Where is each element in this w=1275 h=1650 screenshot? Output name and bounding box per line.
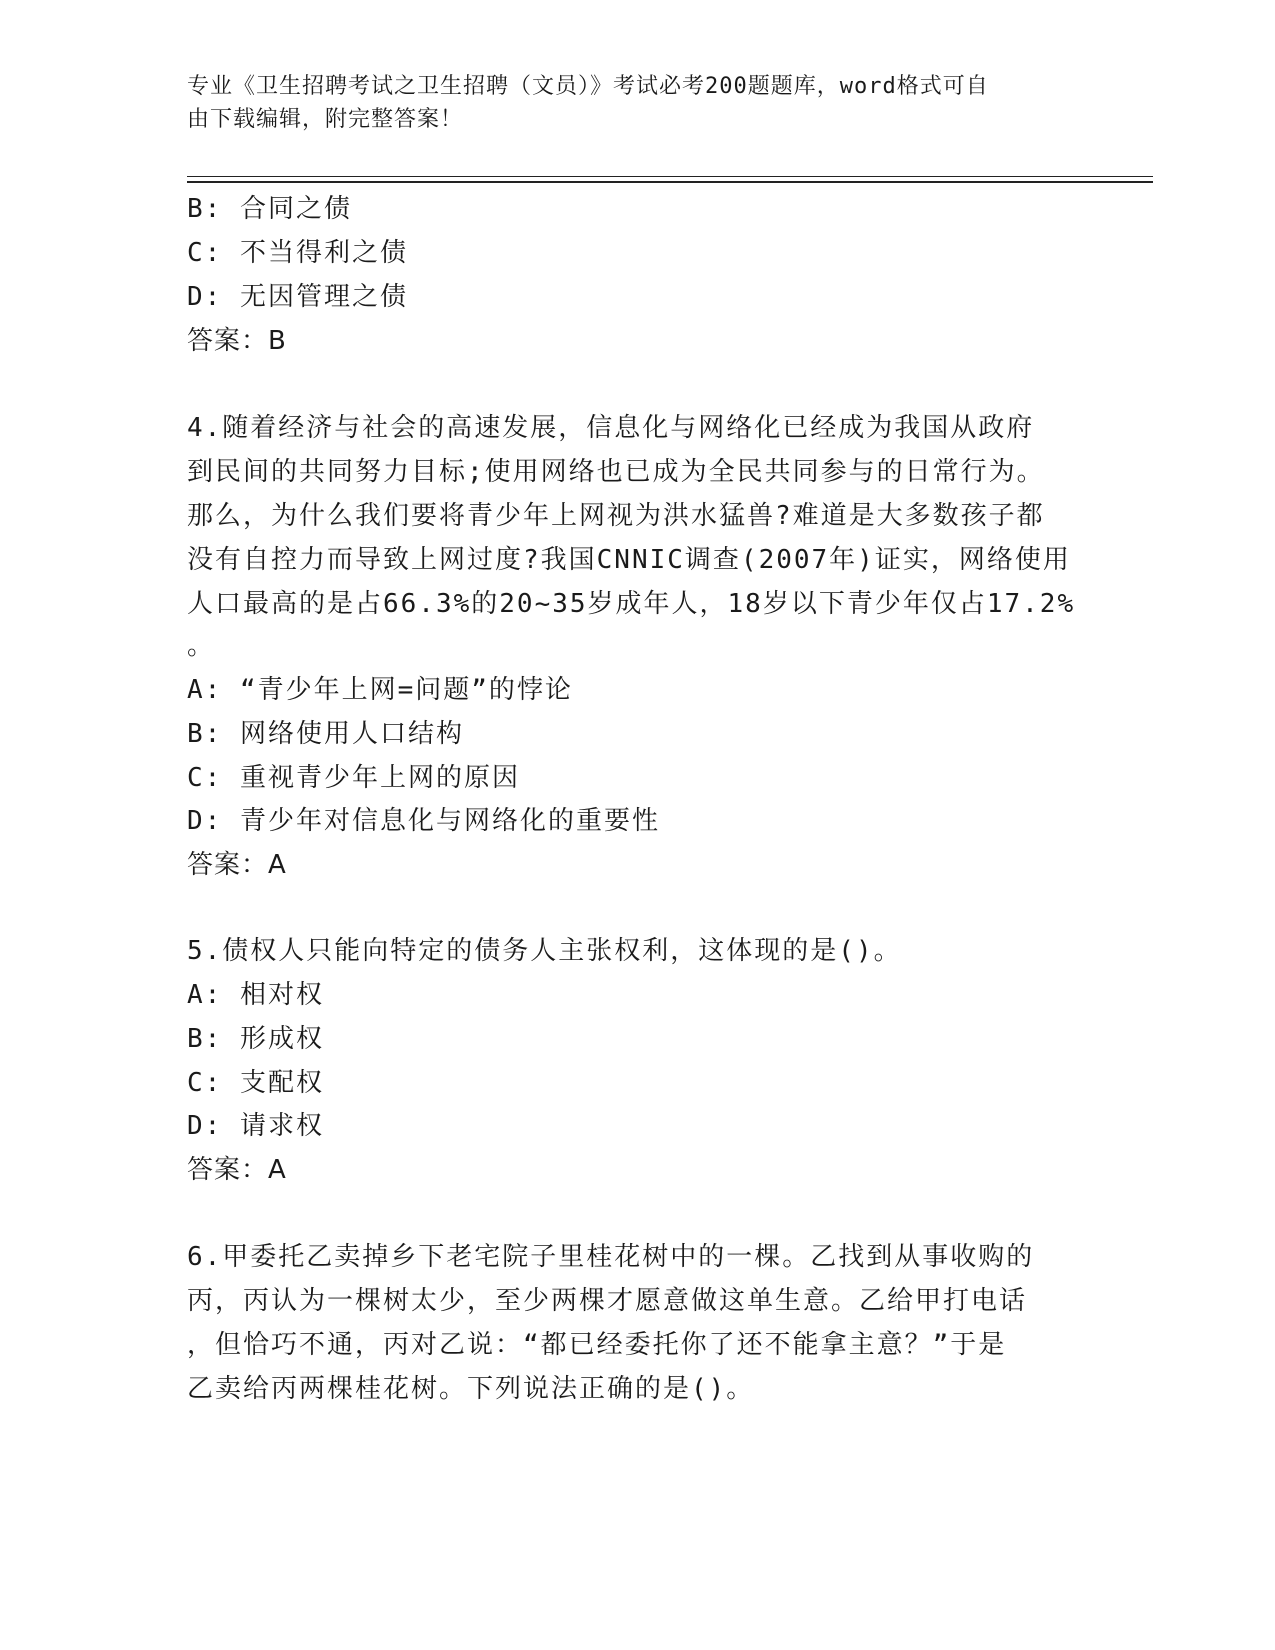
q4-stem-line: 人口最高的是占66.3%的20~35岁成年人，18岁以下青少年仅占17.2% <box>187 589 1076 619</box>
document-header <box>187 70 1077 136</box>
q5-option-a: A: 相对权 <box>187 980 324 1010</box>
q5-option-d: D: 请求权 <box>187 1111 324 1141</box>
q4-option-d: D: 青少年对信息化与网络化的重要性 <box>187 806 660 836</box>
q4-stem-line: 。 <box>187 631 216 661</box>
q4-stem-line: 那么，为什么我们要将青少年上网视为洪水猛兽?难道是大多数孩子都 <box>187 501 1045 531</box>
header-line-1: 专业《卫生招聘考试之卫生招聘（文员）》考试必考200题题库，word格式可自 <box>187 74 989 99</box>
q4-option-b: B: 网络使用人口结构 <box>187 719 464 749</box>
q4-stem-line: 4.随着经济与社会的高速发展，信息化与网络化已经成为我国从政府 <box>187 413 1035 443</box>
q4-option-a: A: “青少年上网=问题”的悖论 <box>187 675 573 705</box>
q6-stem-line: 乙卖给丙两棵桂花树。下列说法正确的是()。 <box>187 1374 755 1404</box>
header-rule-thick <box>187 181 1153 183</box>
q4-option-c: C: 重视青少年上网的原因 <box>187 763 520 793</box>
q5-stem-line: 5.债权人只能向特定的债务人主张权利，这体现的是()。 <box>187 936 902 966</box>
q4-stem-line: 到民间的共同努力目标;使用网络也已成为全民共同参与的日常行为。 <box>187 457 1045 487</box>
q5-option-b: B: 形成权 <box>187 1024 324 1054</box>
q3-answer: 答案：B <box>187 326 287 356</box>
q3-option-c: C: 不当得利之债 <box>187 238 408 268</box>
header-line-2: 由下载编辑，附完整答案！ <box>187 107 464 132</box>
q5-option-c: C: 支配权 <box>187 1068 324 1098</box>
q3-option-d: D: 无因管理之债 <box>187 282 408 312</box>
q6-stem-line: ，但恰巧不通，丙对乙说：“都已经委托你了还不能拿主意？”于是 <box>187 1330 1007 1360</box>
q3-option-b: B: 合同之债 <box>187 194 352 224</box>
q4-stem-line: 没有自控力而导致上网过度?我国CNNIC调查(2007年)证实，网络使用 <box>187 545 1071 575</box>
q4-answer: 答案：A <box>187 850 287 880</box>
q6-stem-line: 丙，丙认为一棵树太少，至少两棵才愿意做这单生意。乙给甲打电话 <box>187 1286 1028 1316</box>
header-rule-thin <box>187 176 1153 177</box>
q5-answer: 答案：A <box>187 1155 287 1185</box>
q6-stem-line: 6.甲委托乙卖掉乡下老宅院子里桂花树中的一棵。乙找到从事收购的 <box>187 1242 1035 1272</box>
